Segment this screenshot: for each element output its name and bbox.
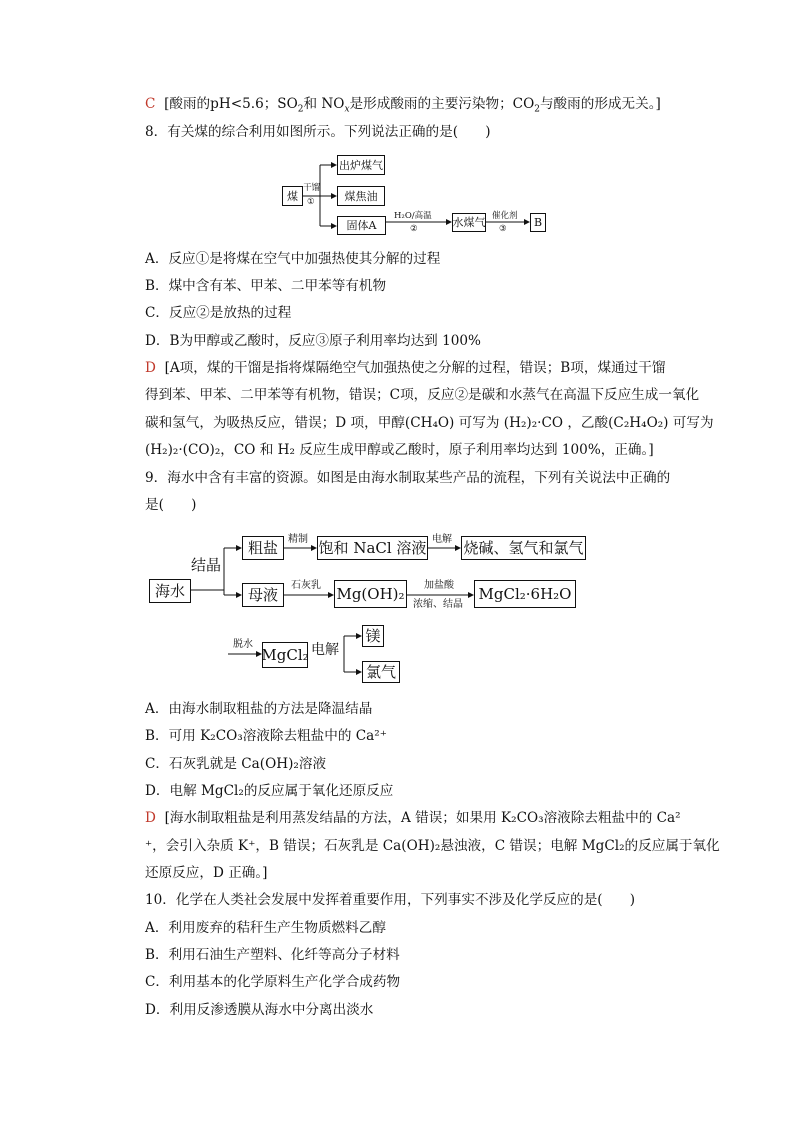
catalyst-label: 催化剂	[492, 211, 518, 221]
coal-box: 煤	[282, 186, 303, 206]
b-box: B	[530, 213, 546, 232]
circle-1-label: ①	[307, 197, 315, 207]
q9-option-a: A．由海水制取粗盐的方法是降温结晶	[145, 701, 373, 717]
mother-liquor-box: 母液	[242, 583, 284, 607]
q8-explanation-4: (H₂)₂·(CO)₂，CO 和 H₂ 反应生成甲醇或乙酸时，原子利用率均达到 100%，正确。]	[145, 442, 654, 458]
outlet-gas-box: 出炉煤气	[337, 155, 385, 175]
q7-answer-text-c: 是形成酸雨的主要污染物；CO	[349, 96, 535, 112]
q7-answer-text-b: 和 NO	[303, 96, 345, 112]
q9-option-d: D．电解 MgCl₂的反应属于氧化还原反应	[145, 783, 394, 799]
q7-answer-line: C [酸雨的pH<5.6；$SO_2$和 $NO_x$是形成酸雨的主要污染物；$CO_2$与酸雨的形成无关。]	[145, 96, 661, 115]
circle-2-label: ②	[410, 224, 418, 234]
concentrate-label: 浓缩、结晶	[413, 599, 463, 610]
q10-option-d: D．利用反渗透膜从海水中分离出淡水	[145, 1002, 374, 1018]
chlorine-box: 氯气	[362, 661, 400, 683]
q7-answer-letter: C	[145, 96, 156, 112]
solid-a-box: 固体A	[337, 216, 386, 235]
q10-stem: 10．化学在人类社会发展中发挥着重要作用，下列事实不涉及化学反应的是( )	[145, 892, 636, 908]
q9-option-c: C．石灰乳就是 Ca(OH)₂溶液	[145, 756, 327, 772]
h2o-high-temp-label: H₂O/高温	[394, 211, 432, 221]
q9-stem-2: 是( )	[145, 497, 197, 513]
electrolysis-label: 电解	[432, 534, 452, 545]
q9-answer-letter: D	[145, 810, 156, 826]
mgcl2-box: MgCl₂	[262, 642, 308, 668]
dehydrate-label: 脱水	[233, 639, 253, 650]
crude-salt-box: 粗盐	[242, 536, 284, 560]
q9-explanation-3: 还原反应，D 正确。]	[145, 865, 268, 881]
q8-answer-letter: D	[145, 360, 156, 376]
mgcl2-hydrate-box: MgCl₂·6H₂O	[474, 580, 576, 608]
electrolysis-2-label: 电解	[311, 642, 339, 658]
add-hcl-label: 加盐酸	[424, 580, 454, 591]
q9-answer-line-1	[145, 808, 681, 828]
q8-option-c: C．反应②是放热的过程	[145, 305, 292, 321]
q8-option-b: B．煤中含有苯、甲苯、二甲苯等有机物	[145, 278, 387, 294]
q7-answer-text-d: 与酸雨的形成无关。]	[539, 96, 661, 112]
seawater-box: 海水	[149, 579, 191, 603]
coal-tar-box: 煤焦油	[337, 186, 385, 206]
q8-option-d: D．B为甲醇或乙酸时，反应③原子利用率均达到 100%	[145, 333, 481, 349]
q10-option-a: A．利用废弃的秸秆生产生物质燃料乙醇	[145, 920, 386, 936]
crystallize-label: 结晶	[191, 556, 222, 574]
circle-3-label: ③	[499, 224, 507, 234]
refine-label: 精制	[288, 534, 308, 545]
q7-answer-text-a: [酸雨的pH<5.6；SO	[164, 96, 298, 112]
products-box: 烧碱、氢气和氯气	[461, 536, 586, 560]
q8-explanation-3: 碳和氢气，为吸热反应，错误；D 项，甲醇(CH₄O) 可写为 (H₂)₂·CO ，乙酸(C₂H₄O₂) 可写为	[145, 415, 714, 431]
q9-option-b: B．可用 K₂CO₃溶液除去粗盐中的 Ca²⁺	[145, 728, 387, 744]
lime-milk-label: 石灰乳	[291, 580, 321, 591]
dry-distill-label: 干馏	[303, 183, 321, 193]
q8-explanation-1: [A项，煤的干馏是指将煤隔绝空气加强热使之分解的过程，错误；B项，煤通过干馏	[164, 360, 666, 376]
q9-explanation-1: [海水制取粗盐是利用蒸发结晶的方法，A 错误；如果用 K₂CO₃溶液除去粗盐中的 Ca²	[164, 810, 681, 826]
q10-option-b: B．利用石油生产塑料、化纤等高分子材料	[145, 947, 400, 963]
water-gas-box: 水煤气	[452, 213, 486, 232]
q10-option-c: C．利用基本的化学原料生产化学合成药物	[145, 974, 401, 990]
magnesium-box: 镁	[362, 625, 384, 647]
q9-explanation-2: ⁺，会引入杂质 K⁺，B 错误；石灰乳是 Ca(OH)₂悬浊液，C 错误；电解 MgCl₂的反应属于氧化	[145, 838, 720, 854]
q9-stem-1: 9．海水中含有丰富的资源。如图是由海水制取某些产品的流程，下列有关说法中正确的	[145, 470, 671, 486]
nacl-saturated-box: 饱和 NaCl 溶液	[317, 536, 428, 560]
q8-explanation-2: 得到苯、甲苯、二甲苯等有机物，错误；C项，反应②是碳和水蒸气在高温下反应生成一氧化	[145, 387, 700, 403]
q8-option-a: A．反应①是将煤在空气中加强热使其分解的过程	[145, 251, 441, 267]
q8-stem: 8．有关煤的综合利用如图所示。下列说法正确的是( )	[145, 124, 491, 140]
mg-oh-2-box: Mg(OH)₂	[334, 580, 407, 608]
